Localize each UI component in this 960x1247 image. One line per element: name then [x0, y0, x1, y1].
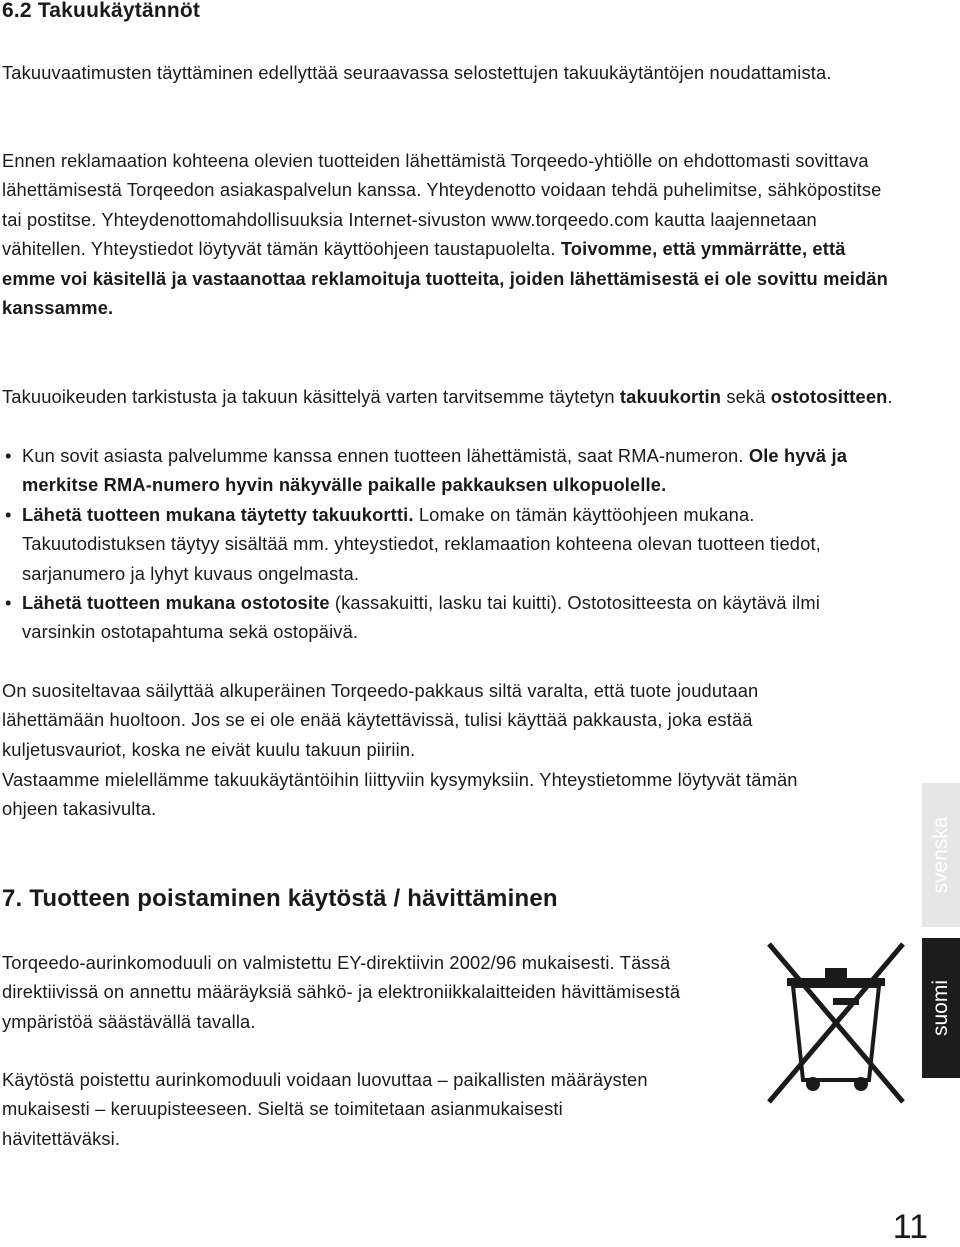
- list-item: [2, 588, 895, 647]
- list-item-text: Kun sovit asiasta palvelumme kanssa ennen tuotteen lähettämistä, saat RMA-numeron.: [22, 445, 744, 466]
- page-number: 11: [892, 1208, 928, 1246]
- contact-notice-bold: Toivomme, että ymmärrätte, että emme voi käsitellä ja vastaanottaa reklamoituja tuotteita, joiden lähettämisestä ei ole sovittu meidän kanssamme.: [2, 238, 888, 319]
- list-item: [2, 500, 895, 588]
- section-6-2-heading: 6.2 Takuukäytännöt: [2, 0, 201, 22]
- list-item-text: (kassakuitti, lasku tai kuitti). Ostotositteesta on käytävä ilmi varsinkin ostotapahtuma sekä ostopäivä.: [22, 592, 820, 643]
- bullet-icon: •: [5, 445, 12, 466]
- list-item: [2, 441, 895, 500]
- documents-period: .: [887, 386, 893, 407]
- section-7-disposal-paragraph: Käytöstä poistettu aurinkomoduuli voidaan luovuttaa – paikallisten määräysten mukaisesti – keruupisteeseen. Sieltä se toimitetaan asianmukaisesti hävitettäväksi.: [2, 1069, 648, 1149]
- section-6-2-packaging-paragraph: On suositeltavaa säilyttää alkuperäinen Torqeedo-pakkaus siltä varalta, että tuote joudutaan lähettämään huoltoon. Jos se ei ole enää käytettävissä, tulisi käyttää pakkausta, joka estää kuljetusvauriot, koska ne eivät kuulu takuun piiriin.: [2, 680, 759, 760]
- warranty-steps-list: [2, 441, 895, 647]
- section-6-2-contact-paragraph: [2, 146, 895, 322]
- language-tab-label: suomi: [929, 979, 952, 1037]
- documents-conj: sekä: [726, 386, 766, 407]
- section-7-heading: 7. Tuotteen poistaminen käytöstä / hävittäminen: [2, 885, 558, 912]
- section-6-2-questions-paragraph: Vastaamme mielellämme takuukäytäntöihin liittyviin kysymyksiin. Yhteystietomme löytyvät tämän ohjeen takasivulta.: [2, 769, 798, 820]
- bullet-icon: •: [5, 592, 12, 614]
- contact-text: Ennen reklamaation kohteena olevien tuotteiden lähettämistä Torqeedo-yhtiölle on ehdottomasti sovittava lähettämisestä Torqeedon asiakaspalvelun kanssa. Yhteydenotto voidaan tehdä puhelimitse, sähköpostitse tai postitse. Yhteydenottomahdollisuuksia Internet-sivuston www.torqeedo.com kautta laajennetaan vähitellen. Yhteystiedot löytyvät tämän käyttöohjeen taustapuolelta.: [2, 150, 882, 260]
- section-6-2-intro: Takuuvaatimusten täyttäminen edellyttää seuraavassa selostettujen takuukäytäntöjen noudattamista.: [2, 62, 832, 83]
- crossed-out-wheelie-bin-icon: [765, 940, 907, 1106]
- warranty-card-term: takuukortin: [619, 386, 722, 407]
- list-item-bold: Ole hyvä ja merkitse RMA-numero hyvin näkyvälle paikalle pakkauksen ulkopuolelle.: [22, 445, 848, 496]
- bullet-icon: •: [5, 503, 12, 525]
- documents-text: Takuuoikeuden tarkistusta ja takuun käsittelyä varten tarvitsemme täytetyn: [2, 386, 615, 407]
- section-7-directive-paragraph: Torqeedo-aurinkomoduuli on valmistettu EY-direktiivin 2002/96 mukaisesti. Tässä direktiivissä on annettu määräyksiä sähkö- ja elektroniikkalaitteiden hävittämisestä ympäristöä säästävällä tavalla.: [2, 952, 681, 1032]
- list-item-bold: Lähetä tuotteen mukana ostotosite: [22, 592, 330, 614]
- language-tab-label: svenska: [929, 816, 952, 894]
- list-item-bold: Lähetä tuotteen mukana täytetty takuukortti.: [22, 503, 414, 525]
- receipt-term: ostotositteen: [770, 386, 888, 407]
- language-tab-svenska[interactable]: [922, 783, 960, 927]
- section-6-2-documents-paragraph: [2, 382, 895, 411]
- list-item-text: Lomake on tämän käyttöohjeen mukana. Takuutodistuksen täytyy sisältää mm. yhteystiedot, reklamaation kohteena olevan tuotteen tiedot, sarjanumero ja lyhyt kuvaus ongelmasta.: [22, 503, 821, 584]
- language-tab-suomi[interactable]: [922, 938, 960, 1078]
